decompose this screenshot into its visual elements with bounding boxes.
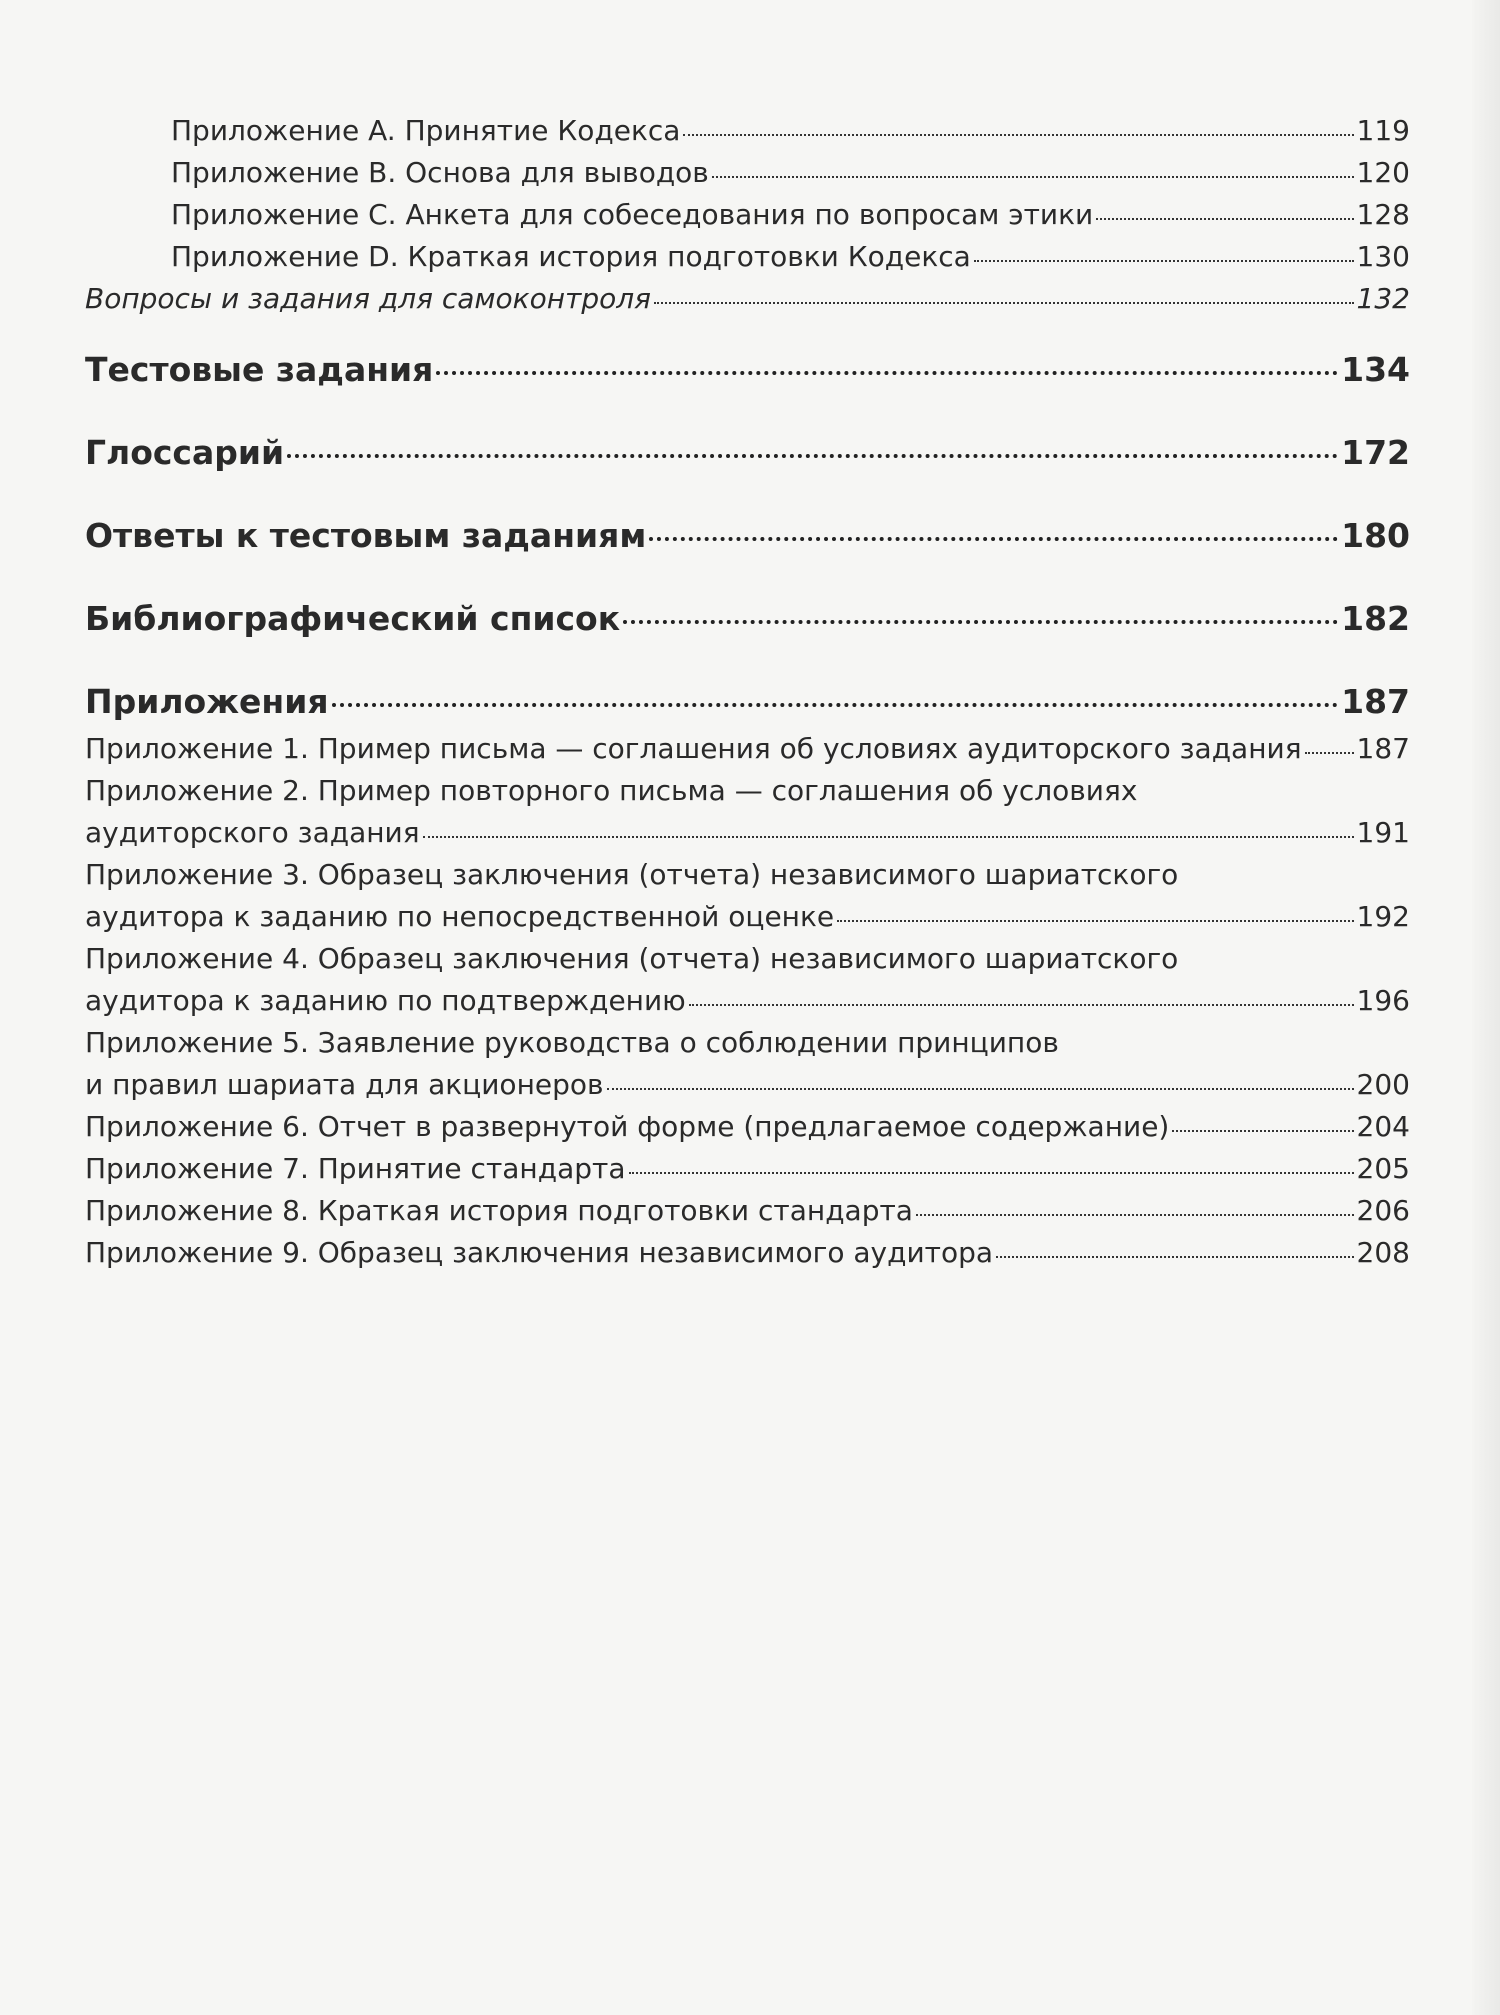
toc-chapter-bibliography[interactable] (85, 599, 1410, 639)
leader-dots (974, 259, 1354, 262)
toc-entry-page: 132 (1356, 282, 1410, 315)
toc-entry-appendix-d[interactable] (171, 236, 1410, 278)
leader-dots (654, 301, 1354, 304)
toc-appendix-title: Приложение 7. Принятие стандарта (85, 1152, 626, 1185)
toc-entry-appendix-a[interactable] (171, 110, 1410, 152)
toc-entry-title: Приложение B. Основа для выводов (171, 156, 709, 189)
toc-chapter-title: Тестовые задания (85, 350, 434, 389)
toc-entry-page: 119 (1356, 114, 1410, 147)
toc-chapter-page: 172 (1341, 433, 1410, 472)
toc-appendix-title: и правил шариата для акционеров (85, 1068, 604, 1101)
page-edge-shadow (1472, 0, 1500, 2015)
toc-chapter-appendices[interactable] (85, 682, 1410, 722)
toc-chapter-title: Приложения (85, 682, 329, 721)
toc-appendix-title: аудиторского задания (85, 816, 420, 849)
toc-chapter-page: 187 (1341, 682, 1410, 721)
leader-dots (623, 619, 1338, 624)
toc-appendix-4[interactable] (85, 938, 1410, 1022)
leader-dots (1096, 217, 1353, 220)
toc-chapter-page: 134 (1341, 350, 1410, 389)
leader-dots (607, 1087, 1354, 1090)
toc-appendix-page: 208 (1356, 1236, 1410, 1269)
leader-dots (837, 919, 1353, 922)
toc-entry-appendix-b[interactable] (171, 152, 1410, 194)
toc-chapter-tests[interactable] (85, 350, 1410, 390)
toc-appendix-1[interactable] (85, 728, 1410, 770)
toc-chapter-glossary[interactable] (85, 433, 1410, 473)
toc-chapter-title: Глоссарий (85, 433, 285, 472)
toc-appendix-9[interactable] (85, 1232, 1410, 1274)
leader-dots (1305, 751, 1354, 754)
toc-appendix-page: 205 (1356, 1152, 1410, 1185)
leader-dots (712, 175, 1354, 178)
toc-entry-appendix-c[interactable] (171, 194, 1410, 236)
leader-dots (683, 133, 1353, 136)
leader-dots (689, 1003, 1354, 1006)
leader-dots (996, 1255, 1354, 1258)
toc-entry-title: Вопросы и задания для самоконтроля (85, 282, 651, 315)
leader-dots (649, 536, 1338, 541)
leader-dots (423, 835, 1354, 838)
toc-entry-self-check[interactable] (85, 278, 1410, 320)
leader-dots (1172, 1129, 1353, 1132)
toc-appendix-title-line1: Приложение 4. Образец заключения (отчета) независимого шариатского (85, 942, 1179, 975)
toc-appendix-page: 192 (1356, 900, 1410, 933)
leader-dots (629, 1171, 1354, 1174)
toc-entry-title: Приложение A. Принятие Кодекса (171, 114, 681, 147)
toc-appendix-3[interactable] (85, 854, 1410, 938)
toc-chapter-title: Ответы к тестовым заданиям (85, 516, 647, 555)
toc-appendix-title-line1: Приложение 5. Заявление руководства о соблюдении принципов (85, 1026, 1059, 1059)
toc-appendix-page: 204 (1356, 1110, 1410, 1143)
toc-appendix-page: 196 (1356, 984, 1410, 1017)
toc-appendix-page: 200 (1356, 1068, 1410, 1101)
leader-dots (287, 453, 1338, 458)
toc-appendix-title: Приложение 6. Отчет в развернутой форме (предлагаемое содержание) (85, 1110, 1170, 1143)
toc-appendix-6[interactable] (85, 1106, 1410, 1148)
toc-chapter-answers[interactable] (85, 516, 1410, 556)
toc-entry-page: 128 (1356, 198, 1410, 231)
leader-dots (332, 702, 1339, 707)
toc-appendix-page: 191 (1356, 816, 1410, 849)
leader-dots (436, 370, 1338, 375)
table-of-contents (85, 110, 1410, 1274)
toc-appendix-page: 206 (1356, 1194, 1410, 1227)
toc-appendix-5[interactable] (85, 1022, 1410, 1106)
toc-appendix-title: Приложение 9. Образец заключения независимого аудитора (85, 1236, 994, 1269)
toc-appendix-8[interactable] (85, 1190, 1410, 1232)
leader-dots (916, 1213, 1354, 1216)
toc-appendix-title-line1: Приложение 3. Образец заключения (отчета) независимого шариатского (85, 858, 1179, 891)
toc-chapter-title: Библиографический список (85, 599, 621, 638)
toc-chapter-page: 182 (1341, 599, 1410, 638)
toc-appendix-2[interactable] (85, 770, 1410, 854)
toc-appendix-title: аудитора к заданию по непосредственной оценке (85, 900, 835, 933)
toc-appendix-7[interactable] (85, 1148, 1410, 1190)
toc-entry-page: 130 (1356, 240, 1410, 273)
toc-entry-page: 120 (1356, 156, 1410, 189)
toc-appendix-page: 187 (1356, 732, 1410, 765)
toc-appendix-title-line1: Приложение 2. Пример повторного письма — соглашения об условиях (85, 774, 1138, 807)
toc-appendix-title: аудитора к заданию по подтверждению (85, 984, 686, 1017)
toc-appendix-title: Приложение 8. Краткая история подготовки стандарта (85, 1194, 913, 1227)
toc-appendix-title: Приложение 1. Пример письма — соглашения об условиях аудиторского задания (85, 732, 1302, 765)
toc-chapter-page: 180 (1341, 516, 1410, 555)
toc-entry-title: Приложение D. Краткая история подготовки Кодекса (171, 240, 971, 273)
toc-entry-title: Приложение C. Анкета для собеседования по вопросам этики (171, 198, 1094, 231)
